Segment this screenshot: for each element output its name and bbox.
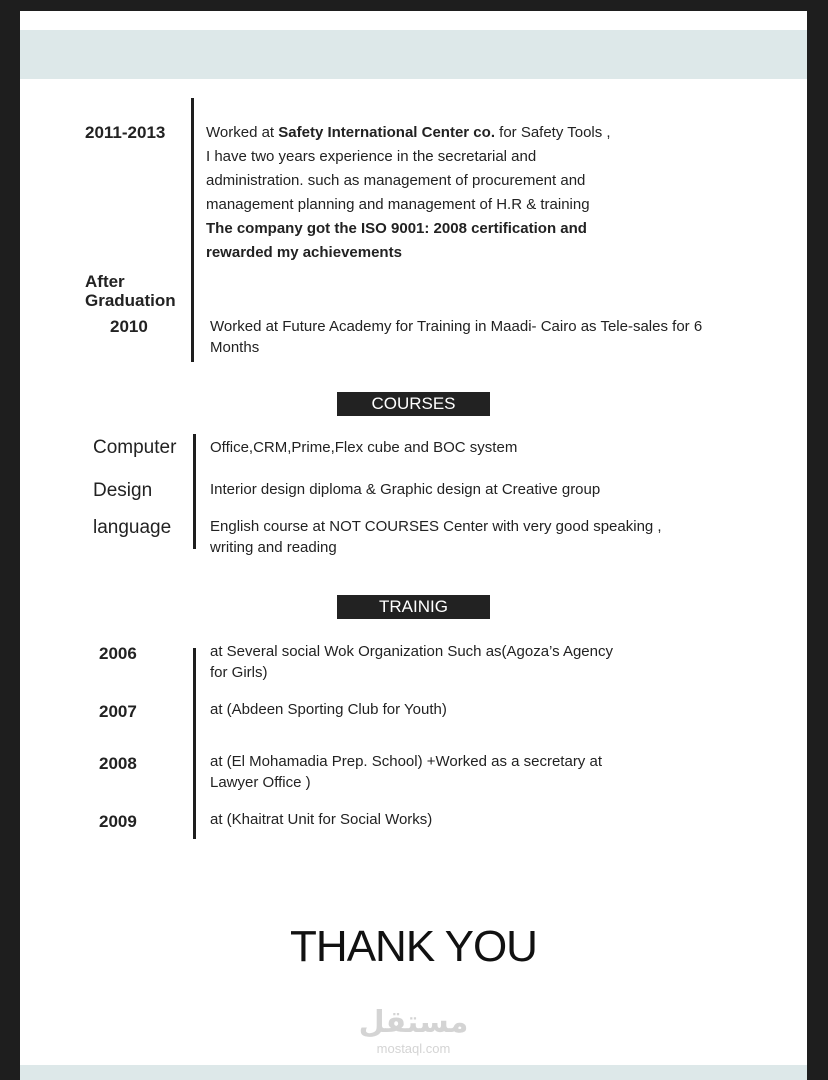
experience-highlight: rewarded my achievements [206,244,402,261]
watermark-url: mostaql.com [376,1041,451,1056]
bottom-band [20,1065,807,1080]
courses-divider [193,434,196,549]
course-label-language: language [93,517,172,538]
company-name: Safety International Center co. [278,124,495,141]
thank-you-text: THANK YOU [290,922,537,971]
experience-line: administration. such as management of procurement and [206,172,586,189]
training-year-2006: 2006 [99,644,137,663]
experience-description-1 [206,121,766,265]
after-graduation-label: After Graduation [85,272,176,310]
experience-highlight: The company got the ISO 9001: 2008 certification and [206,220,587,237]
experience-line: I have two years experience in the secretarial and [206,148,537,165]
training-description-2009: at (Khaitrat Unit for Social Works) [210,811,433,828]
course-description-design: Interior design diploma & Graphic design at Creative group [210,481,601,498]
experience-description-2: Worked at Future Academy for Training in Maadi- Cairo as Tele-sales for 6 Months [210,318,703,356]
course-description-language: English course at NOT COURSES Center with very good speaking , writing and reading [210,518,662,556]
course-label-computer: Computer [93,437,177,458]
training-description-2007: at (Abdeen Sporting Club for Youth) [210,701,447,718]
experience-line: Worked at Safety International Center co. for Safety Tools , [206,124,611,141]
resume-page [20,11,807,1080]
top-band [20,30,807,79]
training-description-2008: at (El Mohamadia Prep. School) +Worked as a secretary at Lawyer Office ) [210,753,602,791]
training-heading: TRAINIG [337,595,490,619]
experience-year-2010: 2010 [110,317,148,336]
training-divider [193,648,196,839]
courses-heading: COURSES [337,392,490,416]
course-label-design: Design [93,480,153,501]
course-description-computer: Office,CRM,Prime,Flex cube and BOC system [210,439,518,456]
watermark-logo: مستقل [358,1006,469,1039]
training-year-2009: 2009 [99,812,137,831]
training-year-2008: 2008 [99,754,137,773]
experience-years-2011-2013: 2011-2013 [85,123,166,142]
training-description-2006: at Several social Wok Organization Such as(Agoza’s Agency for Girls) [210,643,613,681]
experience-divider [191,98,194,362]
training-year-2007: 2007 [99,702,137,721]
experience-line: management planning and management of H.R & training [206,196,590,213]
